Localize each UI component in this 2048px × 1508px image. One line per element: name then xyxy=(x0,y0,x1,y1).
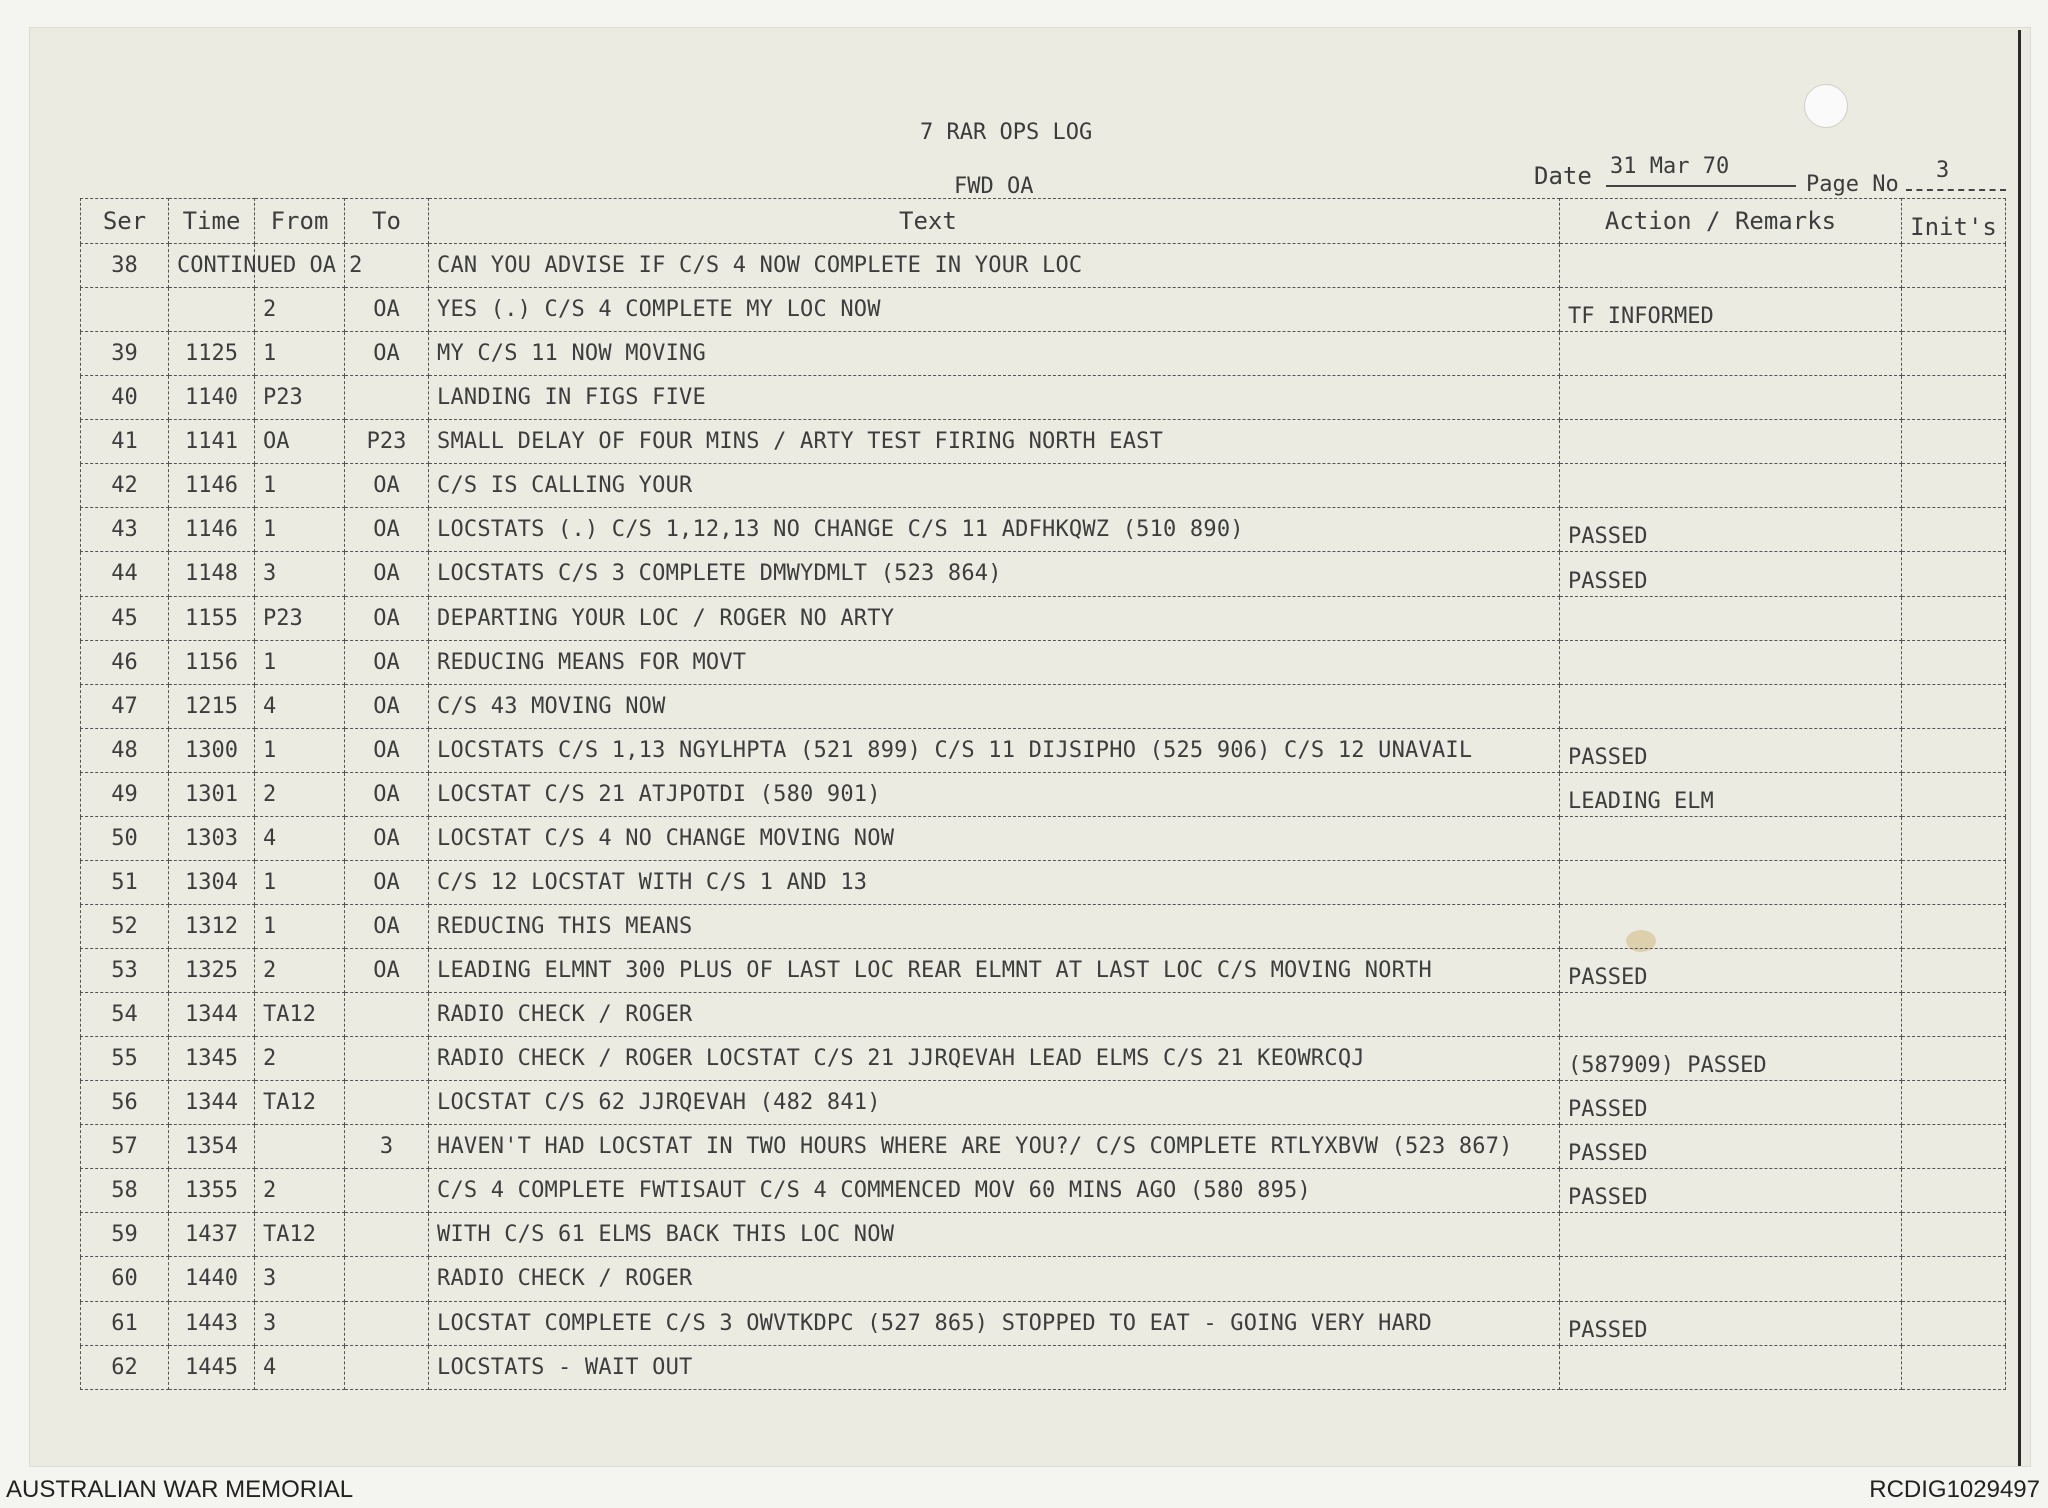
to-cell xyxy=(345,1081,429,1125)
serial-cell: 57 xyxy=(81,1125,169,1169)
log-row xyxy=(81,420,2006,464)
initials-cell xyxy=(1902,1345,2006,1389)
serial-cell: 58 xyxy=(81,1169,169,1213)
header-init: Init's xyxy=(1902,199,2006,244)
time-cell: 1140 xyxy=(169,376,255,420)
to-cell: OA xyxy=(345,464,429,508)
initials-cell xyxy=(1902,552,2006,596)
time-cell: 1215 xyxy=(169,684,255,728)
to-cell: OA xyxy=(345,904,429,948)
initials-cell xyxy=(1902,860,2006,904)
log-row xyxy=(81,508,2006,552)
serial-cell: 62 xyxy=(81,1345,169,1389)
message-text-cell: C/S 43 MOVING NOW xyxy=(429,684,1560,728)
serial-cell: 50 xyxy=(81,816,169,860)
remarks-cell: LEADING ELM xyxy=(1560,772,1902,816)
initials-cell xyxy=(1902,1169,2006,1213)
to-cell xyxy=(345,1257,429,1301)
initials-cell xyxy=(1902,1037,2006,1081)
serial-cell: 45 xyxy=(81,596,169,640)
from-cell: TA12 xyxy=(255,993,345,1037)
from-cell: 4 xyxy=(255,1345,345,1389)
time-cell: 1303 xyxy=(169,816,255,860)
initials-cell xyxy=(1902,244,2006,288)
serial-cell: 60 xyxy=(81,1257,169,1301)
to-cell: 3 xyxy=(345,1125,429,1169)
serial-cell: 46 xyxy=(81,640,169,684)
to-cell: OA xyxy=(345,332,429,376)
serial-cell: 52 xyxy=(81,904,169,948)
time-cell: 1155 xyxy=(169,596,255,640)
serial-cell: 41 xyxy=(81,420,169,464)
remarks-cell: (587909) PASSED xyxy=(1560,1037,1902,1081)
log-row xyxy=(81,1213,2006,1257)
message-text-cell: WITH C/S 61 ELMS BACK THIS LOC NOW xyxy=(429,1213,1560,1257)
time-cell: 1445 xyxy=(169,1345,255,1389)
log-row xyxy=(81,1125,2006,1169)
from-cell: 2 xyxy=(255,772,345,816)
from-cell xyxy=(255,1125,345,1169)
time-cell: 1301 xyxy=(169,772,255,816)
from-cell: 4 xyxy=(255,684,345,728)
log-row xyxy=(81,860,2006,904)
message-text-cell: DEPARTING YOUR LOC / ROGER NO ARTY xyxy=(429,596,1560,640)
archive-id: RCDIG1029497 xyxy=(1869,1476,2040,1503)
serial-cell: 38 xyxy=(81,244,169,288)
to-cell xyxy=(345,1301,429,1345)
punch-hole xyxy=(1804,84,1848,128)
message-text-cell: SMALL DELAY OF FOUR MINS / ARTY TEST FIRING NORTH EAST xyxy=(429,420,1560,464)
message-text-cell: LOCSTATS C/S 1,13 NGYLHPTA (521 899) C/S 11 DIJSIPHO (525 906) C/S 12 UNAVAIL xyxy=(429,728,1560,772)
to-cell: OA xyxy=(345,949,429,993)
message-text-cell: LOCSTATS (.) C/S 1,12,13 NO CHANGE C/S 11 ADFHKQWZ (510 890) xyxy=(429,508,1560,552)
from-cell: TA12 xyxy=(255,1081,345,1125)
to-cell: OA xyxy=(345,816,429,860)
header-to: To xyxy=(345,199,429,244)
initials-cell xyxy=(1902,288,2006,332)
log-row xyxy=(81,904,2006,948)
log-row xyxy=(81,772,2006,816)
message-text-cell: C/S 12 LOCSTAT WITH C/S 1 AND 13 xyxy=(429,860,1560,904)
initials-cell xyxy=(1902,772,2006,816)
time-cell: 1125 xyxy=(169,332,255,376)
from-cell: 2 xyxy=(255,1037,345,1081)
log-row xyxy=(81,993,2006,1037)
message-text-cell: LOCSTAT C/S 21 ATJPOTDI (580 901) xyxy=(429,772,1560,816)
serial-cell: 47 xyxy=(81,684,169,728)
remarks-cell: PASSED xyxy=(1560,1301,1902,1345)
from-cell: 2 xyxy=(255,1169,345,1213)
remarks-cell: PASSED xyxy=(1560,552,1902,596)
message-text-cell: YES (.) C/S 4 COMPLETE MY LOC NOW xyxy=(429,288,1560,332)
header-time: Time xyxy=(169,199,255,244)
initials-cell xyxy=(1902,1125,2006,1169)
initials-cell xyxy=(1902,376,2006,420)
header-text: Text xyxy=(429,199,1560,244)
initials-cell xyxy=(1902,684,2006,728)
time-cell: 1437 xyxy=(169,1213,255,1257)
from-cell: 4 xyxy=(255,816,345,860)
message-text-cell: LOCSTAT COMPLETE C/S 3 OWVTKDPC (527 865) STOPPED TO EAT - GOING VERY HARD xyxy=(429,1301,1560,1345)
initials-cell xyxy=(1902,1081,2006,1125)
sheet-edge xyxy=(2018,30,2021,1466)
to-cell xyxy=(345,376,429,420)
page-number-label: Page No xyxy=(1806,172,1899,197)
initials-cell xyxy=(1902,1257,2006,1301)
initials-cell xyxy=(1902,1301,2006,1345)
log-row xyxy=(81,816,2006,860)
time-cell: 1146 xyxy=(169,508,255,552)
from-cell: 2 xyxy=(255,288,345,332)
initials-cell xyxy=(1902,640,2006,684)
initials-cell xyxy=(1902,816,2006,860)
page-number-value: 3 xyxy=(1906,158,2006,191)
from-cell: 2 xyxy=(255,949,345,993)
from-cell: 1 xyxy=(255,860,345,904)
log-body xyxy=(81,244,2006,1390)
archive-credit: AUSTRALIAN WAR MEMORIAL xyxy=(6,1476,354,1503)
initials-cell xyxy=(1902,596,2006,640)
remarks-cell: PASSED xyxy=(1560,1125,1902,1169)
serial-cell: 49 xyxy=(81,772,169,816)
remarks-cell: PASSED xyxy=(1560,508,1902,552)
log-row xyxy=(81,1301,2006,1345)
initials-cell xyxy=(1902,508,2006,552)
log-row xyxy=(81,1037,2006,1081)
log-row xyxy=(81,640,2006,684)
date-value: 31 Mar 70 xyxy=(1606,154,1796,187)
time-cell: 1141 xyxy=(169,420,255,464)
serial-cell: 53 xyxy=(81,949,169,993)
log-row xyxy=(81,1169,2006,1213)
initials-cell xyxy=(1902,1213,2006,1257)
serial-cell: 61 xyxy=(81,1301,169,1345)
remarks-cell xyxy=(1560,420,1902,464)
time-cell: 1312 xyxy=(169,904,255,948)
to-cell xyxy=(345,1037,429,1081)
log-row xyxy=(81,1345,2006,1389)
header-row xyxy=(81,199,2006,244)
serial-cell: 39 xyxy=(81,332,169,376)
remarks-cell xyxy=(1560,376,1902,420)
log-title: 7 RAR OPS LOG xyxy=(920,120,1093,145)
initials-cell xyxy=(1902,420,2006,464)
message-text-cell: RADIO CHECK / ROGER xyxy=(429,1257,1560,1301)
to-cell xyxy=(345,993,429,1037)
from-cell: 3 xyxy=(255,1301,345,1345)
remarks-cell xyxy=(1560,816,1902,860)
time-cell: 1443 xyxy=(169,1301,255,1345)
header-remarks xyxy=(1560,199,1902,244)
log-row xyxy=(81,1257,2006,1301)
to-cell: OA xyxy=(345,772,429,816)
message-text-cell: HAVEN'T HAD LOCSTAT IN TWO HOURS WHERE ARE YOU?/ C/S COMPLETE RTLYXBVW (523 867) xyxy=(429,1125,1560,1169)
from-cell: 1 xyxy=(255,640,345,684)
time-cell: 1148 xyxy=(169,552,255,596)
message-text-cell: RADIO CHECK / ROGER xyxy=(429,993,1560,1037)
to-cell xyxy=(345,1345,429,1389)
initials-cell xyxy=(1902,464,2006,508)
remarks-cell xyxy=(1560,860,1902,904)
from-cell: 1 xyxy=(255,508,345,552)
remarks-cell: TF INFORMED xyxy=(1560,288,1902,332)
to-cell xyxy=(345,1213,429,1257)
serial-cell: 59 xyxy=(81,1213,169,1257)
remarks-cell: PASSED xyxy=(1560,728,1902,772)
from-cell: 1 xyxy=(255,728,345,772)
message-text-cell: RADIO CHECK / ROGER LOCSTAT C/S 21 JJRQEVAH LEAD ELMS C/S 21 KEOWRCQJ xyxy=(429,1037,1560,1081)
to-cell xyxy=(345,1169,429,1213)
serial-cell: 40 xyxy=(81,376,169,420)
initials-cell xyxy=(1902,949,2006,993)
log-row xyxy=(81,596,2006,640)
message-text-cell: LOCSTATS C/S 3 COMPLETE DMWYDMLT (523 864) xyxy=(429,552,1560,596)
serial-cell: 55 xyxy=(81,1037,169,1081)
serial-cell: 48 xyxy=(81,728,169,772)
remarks-cell xyxy=(1560,596,1902,640)
remarks-cell xyxy=(1560,684,1902,728)
log-row xyxy=(81,332,2006,376)
to-cell: OA xyxy=(345,728,429,772)
log-row xyxy=(81,464,2006,508)
to-cell: OA xyxy=(345,508,429,552)
remarks-cell xyxy=(1560,1213,1902,1257)
log-row xyxy=(81,376,2006,420)
message-text-cell: LEADING ELMNT 300 PLUS OF LAST LOC REAR ELMNT AT LAST LOC C/S MOVING NORTH xyxy=(429,949,1560,993)
to-cell: OA xyxy=(345,640,429,684)
from-cell: OA xyxy=(255,420,345,464)
serial-cell: 42 xyxy=(81,464,169,508)
time-cell: CONTINUED OA 2 xyxy=(169,244,255,288)
remarks-cell xyxy=(1560,244,1902,288)
time-cell: 1344 xyxy=(169,993,255,1037)
message-text-cell: C/S IS CALLING YOUR xyxy=(429,464,1560,508)
remarks-cell xyxy=(1560,1257,1902,1301)
header-from: From xyxy=(255,199,345,244)
serial-cell: 43 xyxy=(81,508,169,552)
initials-cell xyxy=(1902,728,2006,772)
time-cell: 1146 xyxy=(169,464,255,508)
log-row xyxy=(81,244,2006,288)
time-cell: 1355 xyxy=(169,1169,255,1213)
message-text-cell: MY C/S 11 NOW MOVING xyxy=(429,332,1560,376)
initials-cell xyxy=(1902,904,2006,948)
to-cell: OA xyxy=(345,596,429,640)
to-cell: P23 xyxy=(345,420,429,464)
remarks-cell xyxy=(1560,993,1902,1037)
remarks-cell xyxy=(1560,464,1902,508)
from-cell: P23 xyxy=(255,376,345,420)
header-remarks-label: Action / Remarks xyxy=(1604,207,1837,235)
message-text-cell: LANDING IN FIGS FIVE xyxy=(429,376,1560,420)
from-cell: 1 xyxy=(255,464,345,508)
message-text-cell: C/S 4 COMPLETE FWTISAUT C/S 4 COMMENCED MOV 60 MINS AGO (580 895) xyxy=(429,1169,1560,1213)
log-row xyxy=(81,684,2006,728)
initials-cell xyxy=(1902,332,2006,376)
from-cell: 1 xyxy=(255,904,345,948)
remarks-cell xyxy=(1560,904,1902,948)
serial-cell: 56 xyxy=(81,1081,169,1125)
log-row xyxy=(81,949,2006,993)
serial-cell: 54 xyxy=(81,993,169,1037)
time-cell: 1344 xyxy=(169,1081,255,1125)
remarks-cell: PASSED xyxy=(1560,1081,1902,1125)
message-text-cell: CAN YOU ADVISE IF C/S 4 NOW COMPLETE IN YOUR LOC xyxy=(429,244,1560,288)
from-cell: 3 xyxy=(255,552,345,596)
to-cell: OA xyxy=(345,288,429,332)
remarks-cell xyxy=(1560,332,1902,376)
from-cell: 1 xyxy=(255,332,345,376)
log-subtitle: FWD OA xyxy=(954,174,1034,199)
time-cell: 1325 xyxy=(169,949,255,993)
from-cell: P23 xyxy=(255,596,345,640)
initials-cell xyxy=(1902,993,2006,1037)
from-cell: 3 xyxy=(255,1257,345,1301)
serial-cell: 51 xyxy=(81,860,169,904)
time-cell: 1156 xyxy=(169,640,255,684)
log-row xyxy=(81,728,2006,772)
message-text-cell: REDUCING THIS MEANS xyxy=(429,904,1560,948)
remarks-cell: PASSED xyxy=(1560,1169,1902,1213)
message-text-cell: LOCSTAT C/S 4 NO CHANGE MOVING NOW xyxy=(429,816,1560,860)
ops-log-table xyxy=(80,198,2006,1390)
log-row xyxy=(81,552,2006,596)
time-cell: 1300 xyxy=(169,728,255,772)
log-row xyxy=(81,1081,2006,1125)
time-cell: 1440 xyxy=(169,1257,255,1301)
remarks-cell: PASSED xyxy=(1560,949,1902,993)
time-cell: 1354 xyxy=(169,1125,255,1169)
time-cell: 1304 xyxy=(169,860,255,904)
message-text-cell: REDUCING MEANS FOR MOVT xyxy=(429,640,1560,684)
message-text-cell: LOCSTAT C/S 62 JJRQEVAH (482 841) xyxy=(429,1081,1560,1125)
from-cell: TA12 xyxy=(255,1213,345,1257)
header-ser: Ser xyxy=(81,199,169,244)
log-row xyxy=(81,288,2006,332)
time-cell xyxy=(169,288,255,332)
message-text-cell: LOCSTATS - WAIT OUT xyxy=(429,1345,1560,1389)
time-cell: 1345 xyxy=(169,1037,255,1081)
serial-cell xyxy=(81,288,169,332)
to-cell: OA xyxy=(345,684,429,728)
remarks-cell xyxy=(1560,640,1902,684)
serial-cell: 44 xyxy=(81,552,169,596)
remarks-cell xyxy=(1560,1345,1902,1389)
to-cell: OA xyxy=(345,860,429,904)
date-label: Date xyxy=(1534,162,1592,190)
to-cell: OA xyxy=(345,552,429,596)
